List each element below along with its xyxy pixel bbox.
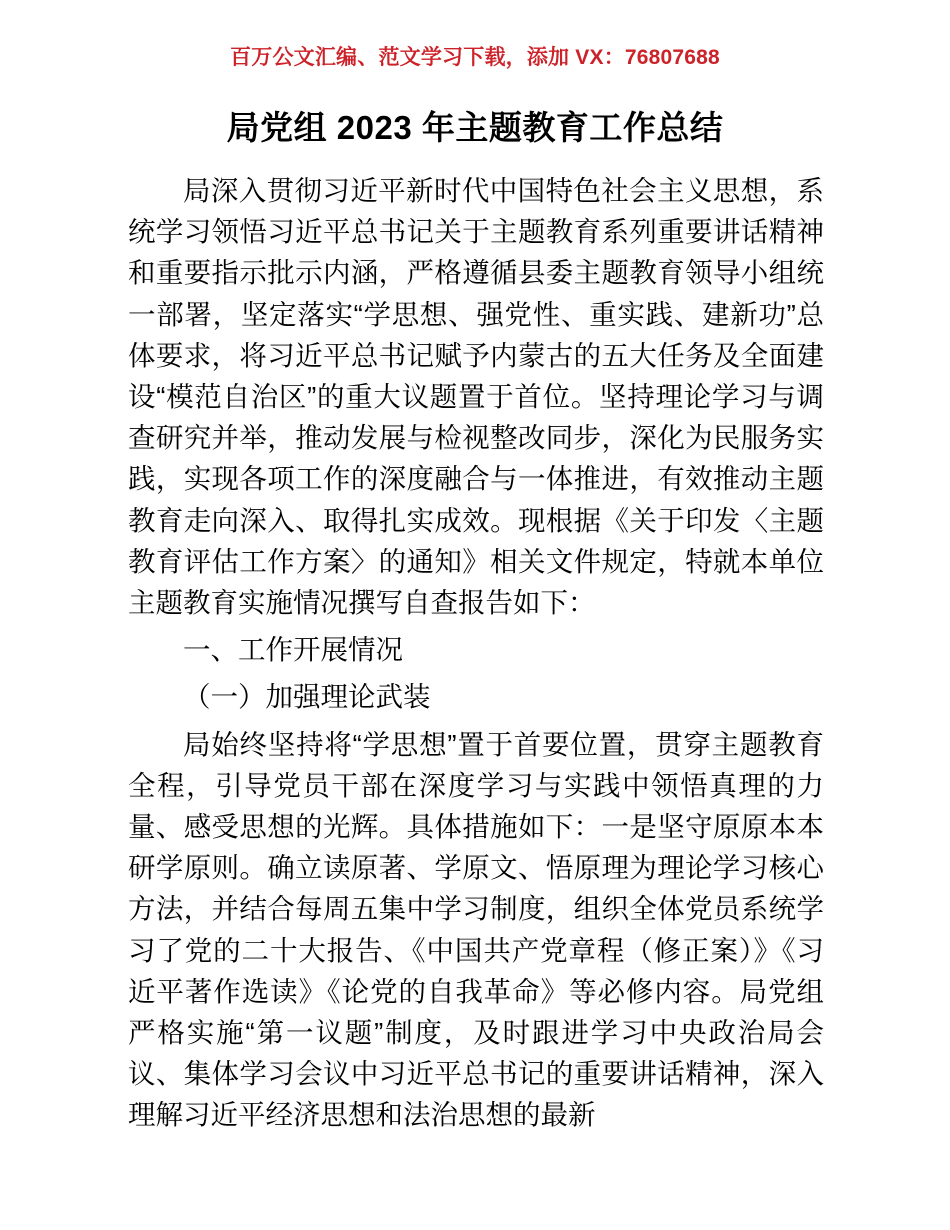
document-body xyxy=(128,170,824,1136)
subsection-heading-1-1: （一）加强理论武装 xyxy=(183,681,431,713)
section-heading-1: 一、工作开展情况 xyxy=(183,634,403,666)
subsection-1-1-paragraph: 局始终坚持将“学思想”置于首要位置，贯穿主题教育全程，引导党员干部在深度学习与实践中领悟真理的力量、感受思想的光辉。具体措施如下：一是坚守原原本本研学原则。确立读原著、学原文、悟原理为理论学习核心方法，并结合每周五集中学习制度，组织全体党员系统学习了党的二十大报告、《中国共产党章程（修正案）》《习近平著作选读》《论党的自我革命》等必修内容。局党组严格实施“第一议题”制度，及时跟进学习中央政治局会议、集体学习会议中习近平总书记的重要讲话精神，深入理解习近平经济思想和法治思想的最新 xyxy=(128,728,824,1131)
promo-header-text: 百万公文汇编、范文学习下载，添加 VX：76807688 xyxy=(230,46,720,69)
intro-paragraph: 局深入贯彻习近平新时代中国特色社会主义思想，系统学习领悟习近平总书记关于主题教育系列重要讲话精神和重要指示批示内涵，严格遵循县委主题教育领导小组统一部署，坚定落实“学思想、强党性、重实践、建新功”总体要求，将习近平总书记赋予内蒙古的五大任务及全面建设“模范自治区”的重大议题置于首位。坚持理论学习与调查研究并举，推动发展与检视整改同步，深化为民服务实践，实现各项工作的深度融合与一体推进，有效推动主题教育走向深入、取得扎实成效。现根据《关于印发〈主题教育评估工作方案〉的通知》相关文件规定，特就本单位主题教育实施情况撰写自查报告如下： xyxy=(128,175,824,619)
page-title: 局党组 2023 年主题教育工作总结 xyxy=(226,109,724,146)
